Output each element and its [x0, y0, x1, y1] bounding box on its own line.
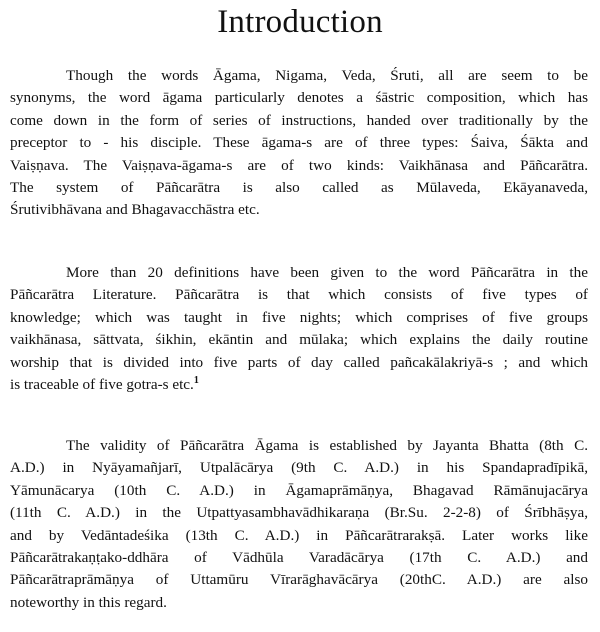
paragraph-line: synonyms, the word āgama particularly denotes a śāstric composition, which has	[10, 89, 588, 107]
paragraph-line: Vaiṣṇava. The Vaiṣṇava-āgama-s are of two kinds: Vaikhānasa and Pāñcarātra.	[10, 156, 588, 174]
paragraph-line: come down in the form of series of instructions, handed over traditionally by the	[10, 111, 588, 129]
paragraph-line: Though the words Āgama, Nigama, Veda, Śruti, all are seem to be	[66, 67, 588, 84]
paragraph-line: Yāmunācarya (10th C. A.D.) in Āgamaprāmāṇya, Bhagavad Rāmānujacārya	[10, 481, 588, 499]
paragraph-line: preceptor to - his disciple. These āgama-s are of three types: Śaiva, Śākta and	[10, 134, 588, 152]
paragraph-1	[10, 65, 588, 222]
paragraph-line: The system of Pāñcarātra is also called as Mūlaveda, Ekāyanaveda,	[10, 179, 588, 197]
paragraph-line: More than 20 definitions have been given to the word Pāñcarātra in the	[66, 264, 588, 281]
paragraph-line: worship that is divided into five parts of day called pañcakālakriyā-s ; and which	[10, 353, 588, 371]
page-title: Introduction	[217, 4, 383, 40]
paragraph-2	[10, 262, 588, 396]
paragraph-line-last	[10, 374, 588, 396]
paragraph-line-text: is traceable of five gotra-s etc.	[10, 376, 194, 394]
paragraph-line: Śrutivibhāvana and Bhagavacchāstra etc.	[10, 201, 260, 219]
paragraph-line: and by Vedāntadeśika (13th C. A.D.) in Pāñcarātrarakṣā. Later works like	[10, 526, 588, 544]
paragraph-line: Pāñcarātrakaṇṭako-ddhāra of Vādhūla Varadācārya (17th C. A.D.) and	[10, 549, 588, 567]
paragraph-line: Pāñcarātra Literature. Pāñcarātra is that which consists of five types of	[10, 286, 588, 304]
paragraph-line: noteworthy in this regard.	[10, 593, 167, 611]
paragraph-line: knowledge; which was taught in five nights; which comprises of five groups	[10, 308, 588, 326]
footnote-marker: 1	[193, 375, 199, 387]
paragraph-3	[10, 435, 588, 614]
paragraph-line: The validity of Pāñcarātra Āgama is established by Jayanta Bhatta (8th C.	[66, 437, 588, 454]
paragraph-line: Pāñcarātraprāmāṇya of Uttamūru Vīrarāghavācārya (20thC. A.D.) are also	[10, 571, 588, 589]
paragraph-line: (11th C. A.D.) in the Utpattyasambhavādhikaraṇa (Br.Su. 2-2-8) of Śrībhāṣya,	[10, 504, 588, 522]
paragraph-line: A.D.) in Nyāyamañjarī, Utpalācārya (9th C. A.D.) in his Spandapradīpikā,	[10, 459, 588, 477]
paragraph-line: vaikhānasa, sāttvata, śikhin, ekāntin and mūlaka; which explains the daily routine	[10, 331, 588, 349]
